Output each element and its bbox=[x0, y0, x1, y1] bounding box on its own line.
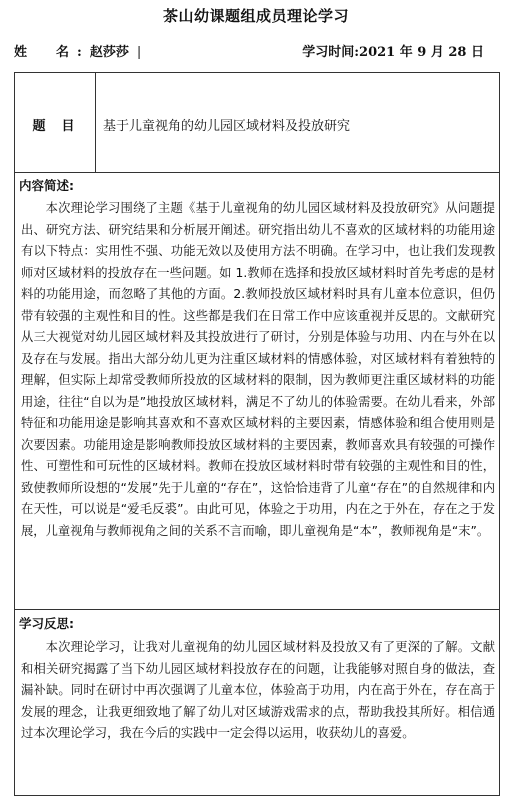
document-title: 茶山幼课题组成员理论学习 bbox=[162, 7, 349, 25]
summary-heading: 内容简述: bbox=[19, 178, 74, 193]
date-label: 学习时间: bbox=[302, 45, 360, 60]
name-field bbox=[14, 41, 141, 60]
reflection-heading: 学习反思: bbox=[19, 616, 74, 631]
study-table bbox=[14, 72, 500, 796]
date-value[interactable]: 2021 年 9 月 28 日 bbox=[359, 45, 484, 60]
section-divider bbox=[15, 609, 499, 610]
text-cursor: | bbox=[136, 45, 142, 60]
reflection-body[interactable]: 本次理论学习，让我对儿童视角的幼儿园区域材料及投放又有了更深的了解。文献和相关研究揭露了当下幼儿园区域材料投放存在的问题，让我能够对照自身的做法，查漏补缺。同时在研讨中再次强调了儿童本位，体验高于功用，内在高于外在，存在高于发展的理念，让我更细致地了解了幼儿对区域游戏需求的点，帮助我投其所好。相信通过本次理论学习，我在今后的实践中一定会得以运用，收获幼儿的喜爱。 bbox=[21, 640, 495, 740]
date-field bbox=[302, 41, 484, 60]
summary-body[interactable]: 本次理论学习围绕了主题《基于儿童视角的幼儿园区域材料及投放研究》从问题提出、研究方法、研究结果和分析展开阐述。研究指出幼儿不喜欢的区域材料的功能用途有以下特点：实用性不强、功能无效以及使用方法不明确。在学习中，也让我们发现教师对区域材料的投放存在一些问题。如 1.教师在选择和投放区域材料时首先考虑的是材料的功能用途，而忽略了其他的方面。2.教师投放区域材料时具有儿童本位意识，但仍带有较强的主观性和目的性。这些都是我们在日常工作中应该重视并反思的。文献研究从三大视觉对幼儿园区域材料及其投放进行了研讨，分别是体验与功用、内在与外在以及存在与发展。指出大部分幼儿更为注重区域材料的情感体验，对区域材料有着独特的理解，但实际上却常受教师所投放的区域材料的限制，因为教师更注重区域材料的功能用途，往往“自以为是”地投放区域材料，满足不了幼儿的体验需要。在幼儿看来，外部特征和功能用途是影响其喜欢和不喜欢区域材料的主要因素，情感体验和组合使用则是次要因素。功能用途是影响教师投放区域材料的主要因素，教师喜欢具有较强的可操作性、可塑性和可玩性的区域材料。教师在投放区域材料时带有较强的主观性和目的性，致使教师所设想的“发展”先于儿童的“存在”，这恰恰违背了儿童“存在”的自然规律和内在天性，可以说是“爱毛反裘”。由此可见，体验之于功用，内在之于外在，存在之于发展，儿童视角与教师视角之间的关系不言而喻，即儿童视角是“本”，教师视角是“末”。 bbox=[21, 201, 495, 538]
topic-label-cell bbox=[15, 73, 96, 172]
topic-value[interactable]: 基于儿童视角的幼儿园区域材料及投放研究 bbox=[103, 119, 351, 134]
meta-line bbox=[14, 41, 498, 65]
name-value[interactable]: 赵莎莎 bbox=[89, 45, 129, 60]
topic-row bbox=[15, 73, 499, 173]
topic-label: 题目 bbox=[32, 119, 91, 134]
name-label: 姓 名: bbox=[14, 45, 90, 60]
